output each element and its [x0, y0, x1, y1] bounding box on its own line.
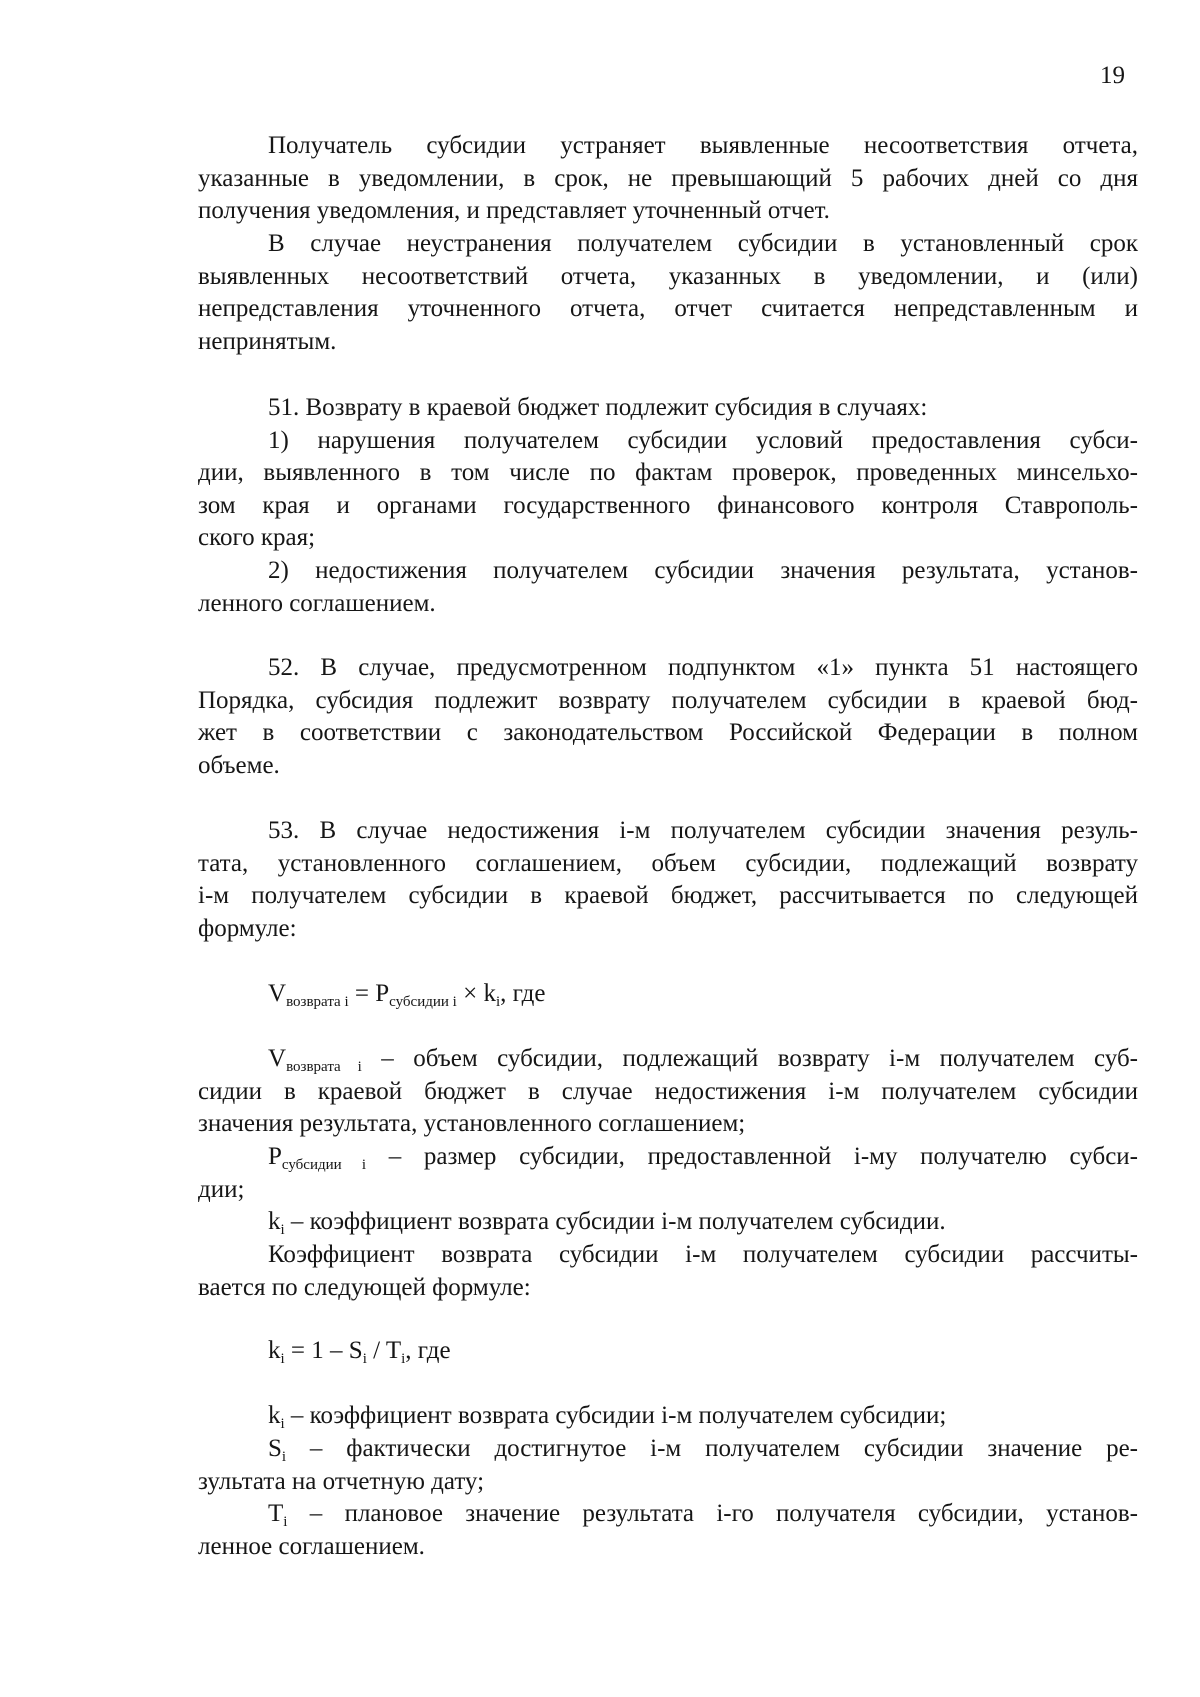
- formula-return-volume: $V_{возврата i} = P_{субсидии i} \times k_i$, где: [268, 980, 546, 1010]
- text-line: вается по следующей формуле:: [198, 1273, 531, 1301]
- text-line: $k_i$ – коэффициент возврата субсидии i-м получателем субсидии;: [268, 1402, 947, 1432]
- text-line: объеме.: [198, 751, 280, 779]
- text-line: ленное соглашением.: [198, 1532, 425, 1560]
- formula-coefficient: $k_i = 1 - S_i / T_i$, где: [268, 1337, 451, 1367]
- text-line: дии, выявленного в том числе по фактам проверок, проведенных минсельхо-: [198, 459, 1138, 487]
- definition-v-return: [198, 1043, 1138, 1141]
- text-line: i-м получателем субсидии в краевой бюджет, рассчитывается по следующей: [198, 882, 1138, 910]
- page-number: 19: [1100, 62, 1125, 89]
- text-line: Коэффициент возврата субсидии i-м получателем субсидии рассчиты-: [268, 1241, 1138, 1268]
- paragraph-coefficient-intro: [198, 1239, 1138, 1304]
- text-line: 2) недостижения получателем субсидии значения результата, установ-: [268, 556, 1138, 584]
- definition-t: [198, 1498, 1138, 1563]
- paragraph-51: [198, 392, 1138, 620]
- text-line: жет в соответствии с законодательством Российской Федерации в полном: [198, 719, 1138, 747]
- definition-k-second: [198, 1400, 1138, 1433]
- text-line: 51. Возврату в краевой бюджет подлежит субсидия в случаях:: [268, 394, 928, 421]
- text-line: ского края;: [198, 524, 316, 552]
- definition-k: [198, 1206, 1138, 1239]
- text-line: В случае неустранения получателем субсидии в установленный срок: [268, 230, 1138, 257]
- text-line: $S_i$ – фактически достигнутое i-м получателем субсидии значение ре-: [268, 1435, 1138, 1465]
- text-line: тата, установленного соглашением, объем субсидии, подлежащий возврату: [198, 849, 1138, 877]
- paragraph-not-fixed: [198, 228, 1138, 358]
- text-line: Получатель субсидии устраняет выявленные несоответствия отчета,: [268, 132, 1138, 159]
- text-line: Порядка, субсидия подлежит возврату получателем субсидии в краевой бюд-: [198, 686, 1138, 714]
- text-line: формуле:: [198, 914, 297, 942]
- text-line: указанные в уведомлении, в срок, не превышающий 5 рабочих дней со дня: [198, 164, 1138, 192]
- text-line: 52. В случае, предусмотренном подпунктом «1» пункта 51 настоящего: [268, 654, 1138, 681]
- paragraph-recipient-fix: [198, 130, 1138, 228]
- definition-s: [198, 1433, 1138, 1498]
- definition-p-subsidy: [198, 1141, 1138, 1206]
- text-line: $V_{возврата i}$ – объем субсидии, подлежащий возврату i-м получателем суб-: [268, 1045, 1138, 1075]
- text-line: 1) нарушения получателем субсидии условий предоставления субси-: [268, 426, 1138, 454]
- text-line: $T_i$ – плановое значение результата i-го получателя субсидии, установ-: [268, 1500, 1138, 1530]
- text-line: сидии в краевой бюджет в случае недостижения i-м получателем субсидии: [198, 1077, 1138, 1105]
- paragraph-52: [198, 652, 1138, 782]
- text-line: дии;: [198, 1175, 245, 1203]
- text-line: $P_{субсидии i}$ – размер субсидии, предоставленной i-му получателю субси-: [268, 1143, 1138, 1173]
- paragraph-53: [198, 815, 1138, 945]
- text-line: значения результата, установленного соглашением;: [198, 1110, 746, 1138]
- text-line: получения уведомления, и представляет уточненный отчет.: [198, 197, 830, 225]
- text-line: $k_i$ – коэффициент возврата субсидии i-м получателем субсидии.: [268, 1208, 946, 1238]
- text-line: 53. В случае недостижения i-м получателем субсидии значения резуль-: [268, 817, 1138, 844]
- text-line: зультата на отчетную дату;: [198, 1467, 485, 1495]
- text-line: выявленных несоответствий отчета, указанных в уведомлении, и (или): [198, 262, 1138, 290]
- text-line: непринятым.: [198, 327, 337, 355]
- text-line: ленного соглашением.: [198, 589, 436, 617]
- text-line: непредставления уточненного отчета, отчет считается непредставленным и: [198, 295, 1138, 323]
- text-line: зом края и органами государственного финансового контроля Ставрополь-: [198, 491, 1138, 519]
